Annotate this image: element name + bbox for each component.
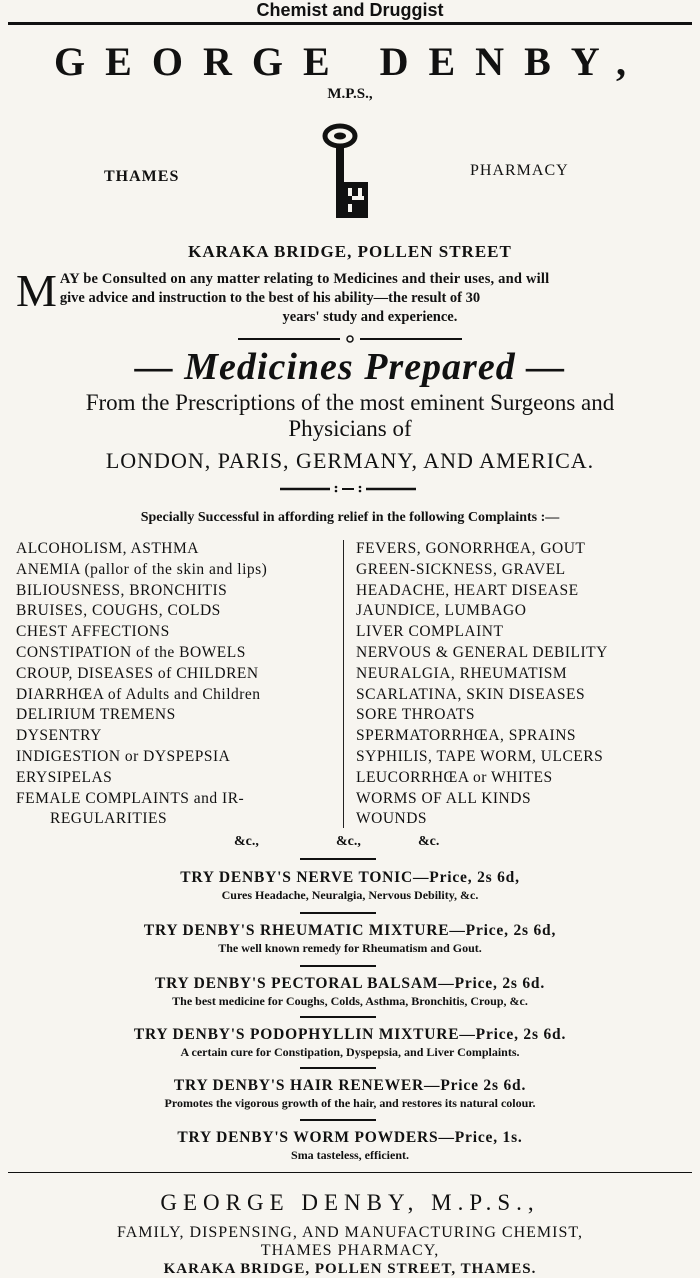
- list-item: ANEMIA (pallor of the skin and lips): [16, 560, 268, 578]
- footer-name: GEORGE DENBY, M.P.S.,: [160, 1190, 540, 1215]
- masthead-credentials: M.P.S.,: [327, 86, 373, 102]
- list-item: NEURALGIA, RHEUMATISM: [356, 664, 568, 682]
- list-item: SYPHILIS, TAPE WORM, ULCERS: [356, 747, 604, 765]
- list-item: BRUISES, COUGHS, COLDS: [16, 602, 221, 620]
- list-item: GREEN-SICKNESS, GRAVEL: [356, 560, 566, 578]
- list-item: REGULARITIES: [50, 810, 168, 828]
- list-item: CONSTIPATION of the BOWELS: [16, 643, 246, 661]
- product-divider: [300, 965, 376, 967]
- footer-line-2: THAMES PHARMACY,: [260, 1242, 440, 1259]
- list-item: SORE THROATS: [356, 706, 475, 724]
- product-title: TRY DENBY'S PODOPHYLLIN MIXTURE—Price, 2s 6d.: [133, 1026, 567, 1043]
- product-description: Cures Headache, Neuralgia, Nervous Debility, &c.: [221, 888, 479, 902]
- list-item: FEVERS, GONORRHŒA, GOUT: [356, 540, 586, 557]
- complaints-intro: Specially Successful in affording relief in the following Complaints :—: [140, 510, 560, 525]
- column-divider: [343, 540, 344, 828]
- list-item: ALCOHOLISM, ASTHMA: [16, 540, 199, 557]
- product-description: Promotes the vigorous growth of the hair, and restores its natural colour.: [164, 1096, 536, 1110]
- etc-1: &c.,: [234, 834, 259, 849]
- complaints-left-column: [16, 539, 338, 830]
- list-item: JAUNDICE, LUMBAGO: [356, 602, 527, 620]
- list-item: DELIRIUM TREMENS: [16, 706, 176, 724]
- etc-3: &c.: [418, 834, 440, 849]
- product-title: TRY DENBY'S RHEUMATIC MIXTURE—Price, 2s 6d,: [143, 922, 557, 939]
- masthead-name: GEORGE DENBY,: [54, 39, 646, 84]
- list-item: DYSENTRY: [16, 727, 102, 745]
- product-divider: [300, 1119, 376, 1121]
- consult-line-1: AY be Consulted on any matter relating to Medicines and their uses, and will: [59, 271, 550, 287]
- list-item: CHEST AFFECTIONS: [16, 623, 170, 641]
- list-item: LIVER COMPLAINT: [356, 623, 504, 641]
- list-item: BILIOUSNESS, BRONCHITIS: [16, 581, 228, 599]
- key-icon: [316, 122, 376, 222]
- footer-line-3: KARAKA BRIDGE, POLLEN STREET, THAMES.: [163, 1261, 537, 1277]
- product-rheumatic-mixture: [0, 921, 700, 955]
- list-item: LEUCORRHŒA or WHITES: [356, 768, 553, 786]
- product-worm-powders: [0, 1128, 700, 1162]
- product-divider: [300, 912, 376, 914]
- cities-line: LONDON, PARIS, GERMANY, AND AMERICA.: [105, 448, 595, 473]
- product-divider: [300, 1016, 376, 1018]
- product-title: TRY DENBY'S WORM POWDERS—Price, 1s.: [177, 1129, 523, 1146]
- list-item: WORMS OF ALL KINDS: [356, 789, 532, 807]
- consult-line-2: give advice and instruction to the best of his ability—the result of 30: [59, 290, 481, 306]
- etc-2: &c.,: [336, 834, 361, 849]
- product-hair-renewer: [0, 1076, 700, 1110]
- headline: — Medicines Prepared —: [134, 346, 566, 388]
- masthead-address: KARAKA BRIDGE, POLLEN STREET: [188, 242, 512, 261]
- from-line-2: Physicians of: [288, 416, 412, 441]
- product-description: Sma tasteless, efficient.: [291, 1148, 409, 1162]
- section-label: Chemist and Druggist: [256, 0, 444, 20]
- consult-line-3: years' study and experience.: [282, 309, 458, 325]
- list-item: FEMALE COMPLAINTS and IR-: [16, 789, 245, 807]
- product-title: TRY DENBY'S NERVE TONIC—Price, 2s 6d,: [180, 869, 520, 886]
- masthead-right-label: PHARMACY: [470, 162, 569, 179]
- list-item: SCARLATINA, SKIN DISEASES: [356, 685, 586, 703]
- product-title: TRY DENBY'S HAIR RENEWER—Price 2s 6d.: [173, 1077, 527, 1094]
- product-description: The best medicine for Coughs, Colds, Asthma, Bronchitis, Croup, &c.: [172, 994, 528, 1008]
- list-item: NERVOUS & GENERAL DEBILITY: [356, 643, 608, 661]
- list-item: WOUNDS: [356, 810, 428, 828]
- product-description: A certain cure for Constipation, Dyspepsia, and Liver Complaints.: [180, 1045, 520, 1059]
- consult-dropcap: M: [16, 265, 57, 316]
- colon-divider: [278, 484, 418, 494]
- footer-line-1: FAMILY, DISPENSING, AND MANUFACTURING CHEMIST,: [117, 1224, 583, 1241]
- list-item: CROUP, DISEASES of CHILDREN: [16, 664, 259, 682]
- footer-rule: [8, 1172, 692, 1173]
- list-item: DIARRHŒA of Adults and Children: [16, 685, 261, 703]
- list-item: HEADACHE, HEART DISEASE: [356, 581, 579, 599]
- list-item: ERYSIPELAS: [16, 768, 113, 786]
- product-divider: [300, 858, 376, 860]
- product-description: The well known remedy for Rheumatism and Gout.: [218, 941, 482, 955]
- from-line-1: From the Prescriptions of the most eminent Surgeons and: [85, 390, 615, 415]
- product-pectoral-balsam: [0, 974, 700, 1008]
- complaints-right-column: [356, 539, 686, 830]
- masthead-left-label: THAMES: [104, 168, 180, 185]
- product-divider: [300, 1067, 376, 1069]
- product-title: TRY DENBY'S PECTORAL BALSAM—Price, 2s 6d.: [154, 975, 546, 992]
- consult-paragraph: [16, 265, 680, 327]
- product-podophyllin-mixture: [0, 1025, 700, 1059]
- list-item: SPERMATORRHŒA, SPRAINS: [356, 727, 577, 745]
- product-nerve-tonic: [0, 868, 700, 902]
- list-item: INDIGESTION or DYSPEPSIA: [16, 747, 231, 765]
- ornament-divider: [236, 335, 464, 343]
- from-prescriptions: [0, 390, 700, 442]
- top-rule: [8, 22, 692, 25]
